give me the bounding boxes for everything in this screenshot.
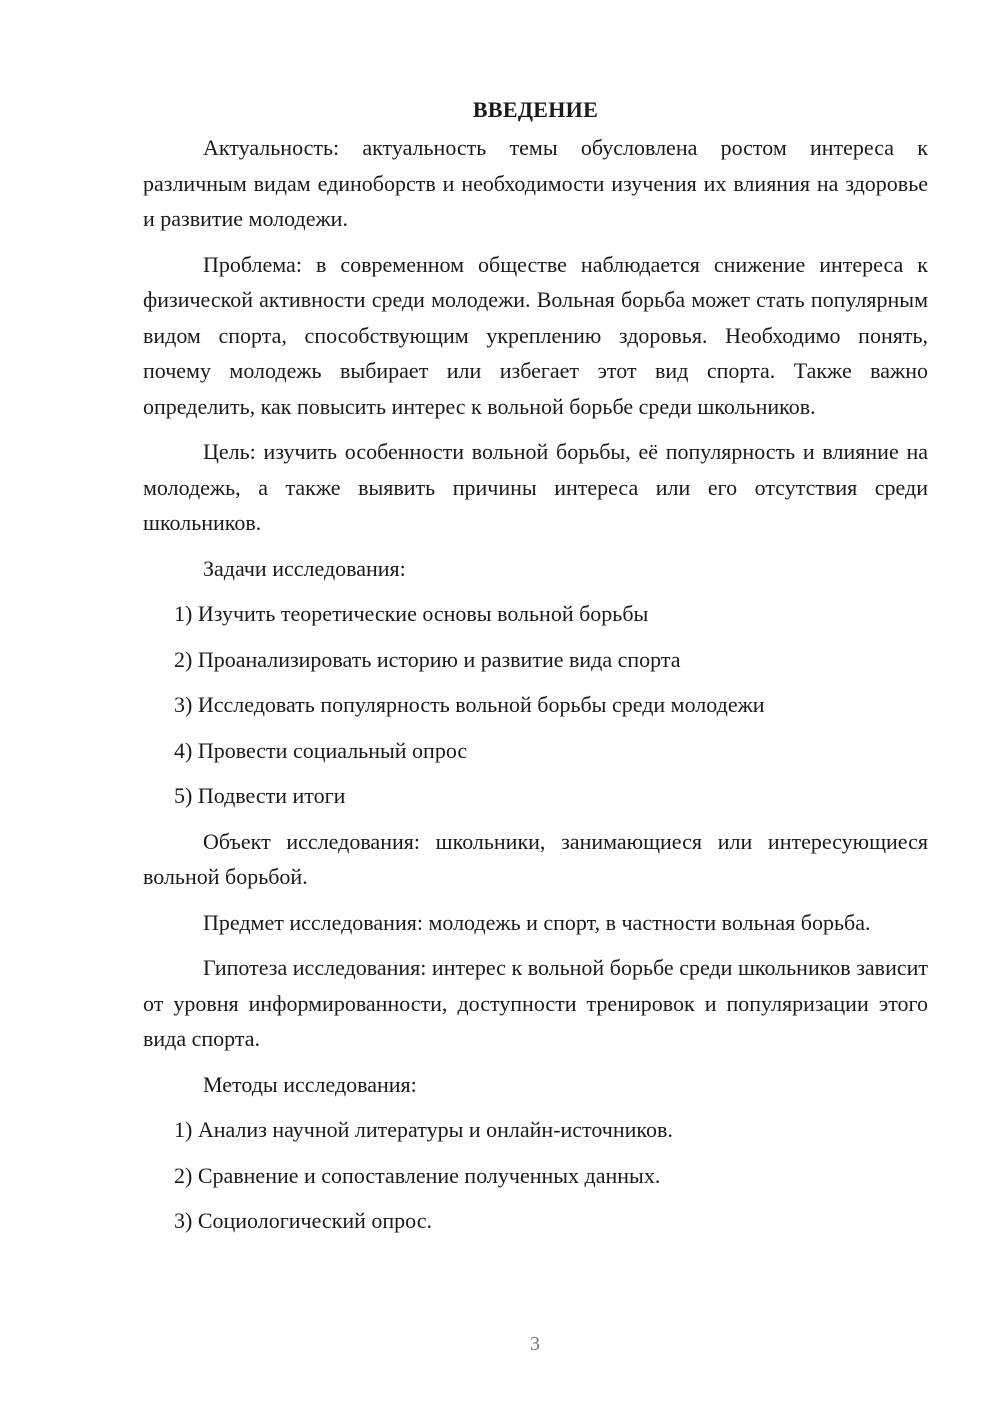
tasks-heading: Задачи исследования:: [203, 555, 406, 581]
methods-heading: Методы исследования:: [203, 1071, 417, 1097]
page-number: 3: [530, 1333, 540, 1355]
document-page: [143, 90, 928, 1249]
paragraph-subject: Предмет исследования: молодежь и спорт, в частности вольная борьба.: [203, 909, 871, 935]
document-title: ВВЕДЕНИЕ: [472, 97, 599, 122]
list-item: 5) Подвести итоги: [174, 783, 346, 808]
paragraph-hypothesis: Гипотеза исследования: интерес к вольной борьбе среди школьников зависит от уровня информированности, доступности тренировок и популяризации этого вида спорта.: [143, 955, 928, 1051]
list-item: 1) Анализ научной литературы и онлайн-источников.: [174, 1117, 673, 1142]
list-item: 4) Провести социальный опрос: [174, 737, 468, 763]
paragraph-problem: Проблема: в современном обществе наблюдается снижение интереса к физической активности среди молодежи. Вольная борьба может стать популярным видом спорта, способствующим укреплению здоровья. Необходимо понять, почему молодежь выбирает или избегает этот вид спорта. Также важно определить, как повысить интерес к вольной борьбе среди школьников.: [143, 251, 928, 419]
list-item: 2) Проанализировать историю и развитие вида спорта: [174, 646, 681, 672]
paragraph-goal: Цель: изучить особенности вольной борьбы, её популярность и влияние на молодежь, а также выявить причины интереса или его отсутствия среди школьников.: [143, 439, 928, 535]
paragraph-object: Объект исследования: школьники, занимающиеся или интересующиеся вольной борьбой.: [143, 828, 928, 889]
list-item: 3) Социологический опрос.: [174, 1208, 432, 1233]
tasks-list: [143, 596, 928, 814]
methods-list: [143, 1112, 928, 1239]
list-item: 1) Изучить теоретические основы вольной борьбы: [174, 601, 649, 626]
list-item: 2) Сравнение и сопоставление полученных данных.: [174, 1162, 661, 1188]
paragraph-relevance: Актуальность: актуальность темы обусловлена ростом интереса к различным видам единоборств и необходимости изучения их влияния на здоровье и развитие молодежи.: [143, 135, 928, 231]
list-item: 3) Исследовать популярность вольной борьбы среди молодежи: [174, 692, 765, 717]
